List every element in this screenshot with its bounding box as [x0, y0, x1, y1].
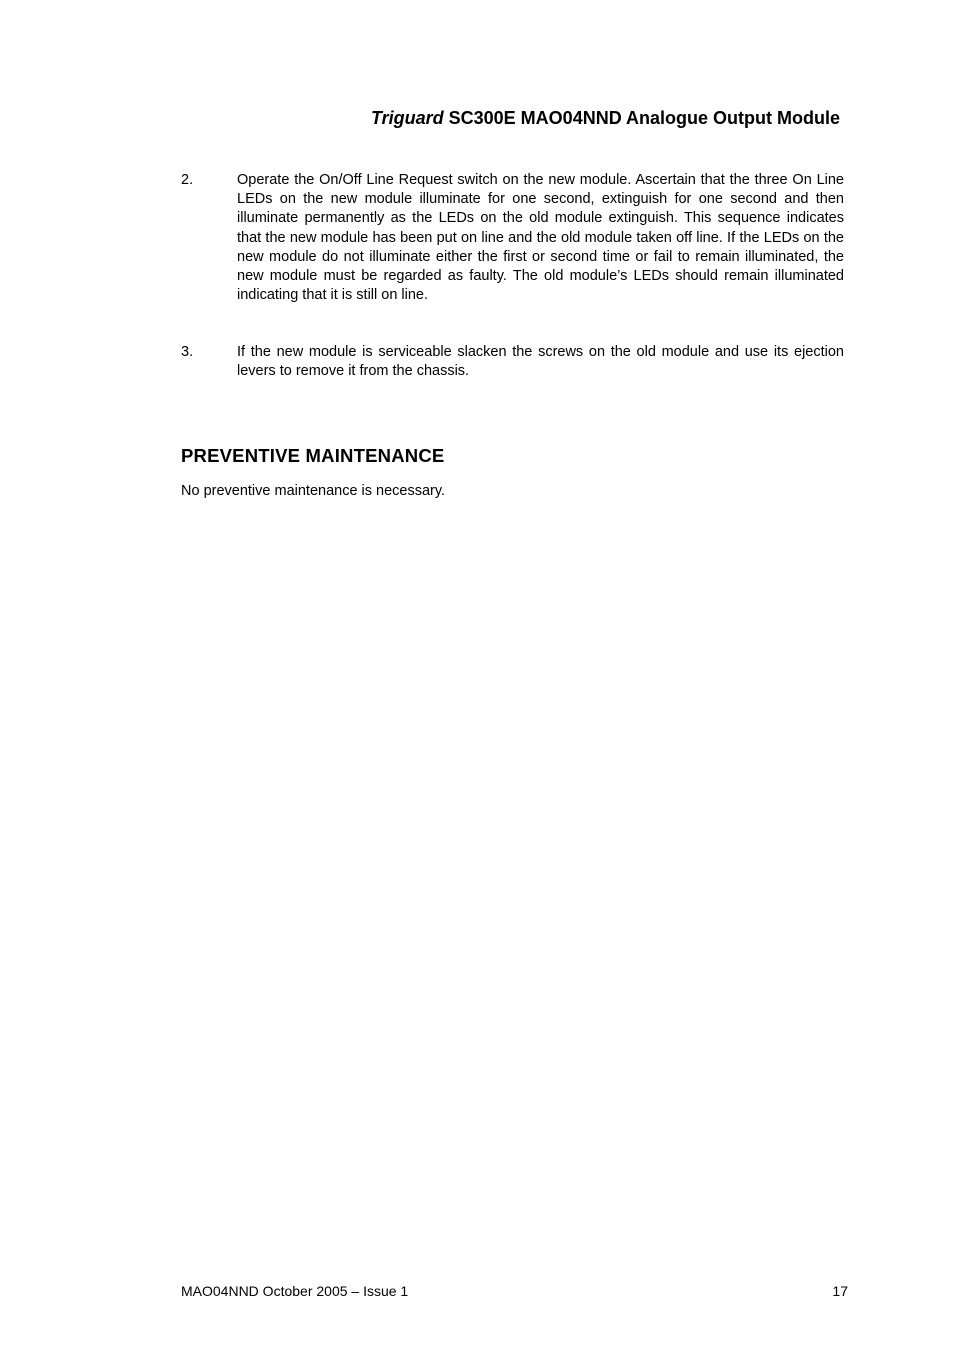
section-heading: PREVENTIVE MAINTENANCE	[181, 445, 445, 466]
step-text: If the new module is serviceable slacken the screws on the old module and use its ejection levers to remove it from the chassis.	[237, 344, 844, 380]
page-number: 17	[832, 1283, 848, 1299]
page-header	[0, 106, 840, 130]
step-number: 2.	[181, 172, 194, 188]
procedure-step-2	[181, 171, 844, 305]
section-body-text: No preventive maintenance is necessary.	[181, 483, 446, 499]
step-number: 3.	[181, 344, 194, 360]
step-text: Operate the On/Off Line Request switch on the new module. Ascertain that the three On Line LEDs on the new module illuminate for one second, extinguish for one second and then illuminate permanently as the LEDs on the old module extinguish. This sequence indicates that the new module has been put on line and the old module taken off line. If the LEDs on the new module do not illuminate either the first or second time or fail to remain illuminated, the new module must be regarded as faulty. The old module’s LEDs should remain illuminated indicating that it is still on line.	[237, 172, 844, 304]
header-title: SC300E MAO04NND Analogue Output Module	[448, 108, 840, 128]
footer-document-info: MAO04NND October 2005 – Issue 1	[181, 1283, 409, 1299]
procedure-step-3	[181, 343, 844, 381]
header-brand: Triguard	[370, 108, 444, 128]
